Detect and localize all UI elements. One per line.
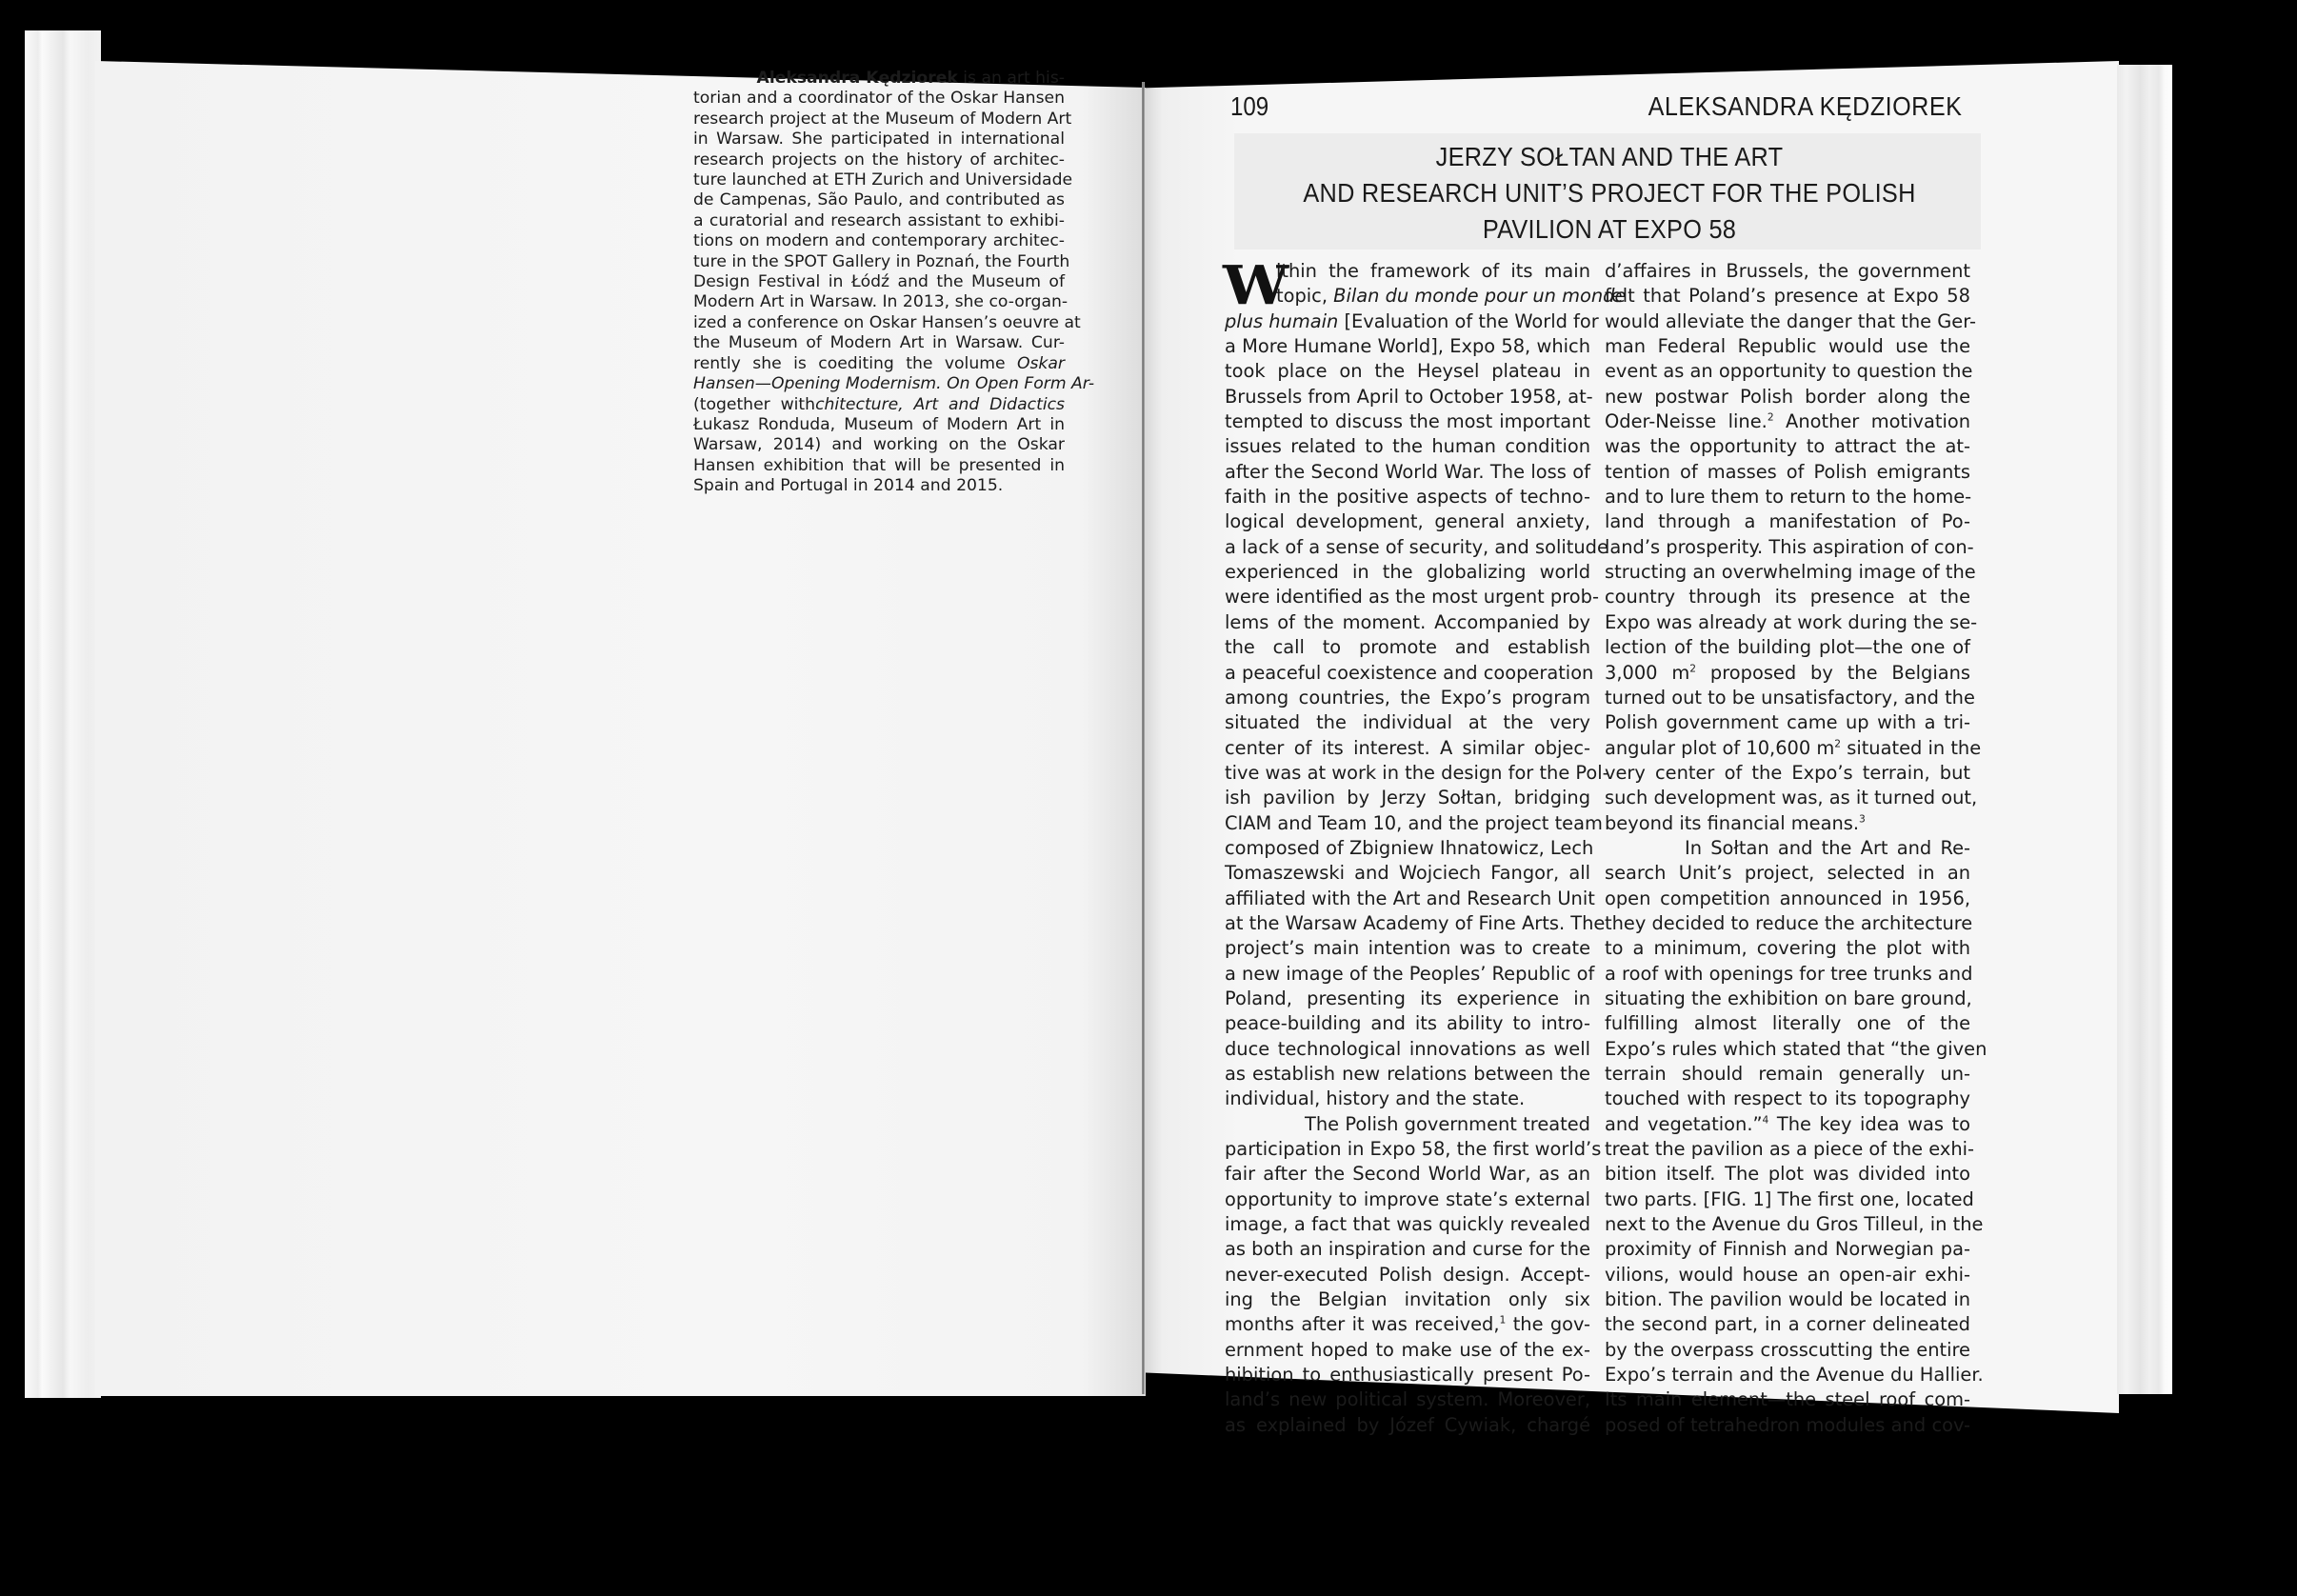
text-line: at the Warsaw Academy of Fine Arts. The bbox=[1225, 911, 1606, 934]
text-line: open competition announced in 1956, bbox=[1605, 887, 1970, 909]
text-line: land’s prosperity. This aspiration of con- bbox=[1605, 535, 1974, 558]
text-line: fair after the Second World War, as an bbox=[1225, 1163, 1590, 1186]
italic-text: plus humain bbox=[1225, 309, 1339, 332]
text-line: (together withchitecture, Art and Didactics bbox=[693, 394, 1065, 414]
text-line: to a minimum, covering the plot with bbox=[1605, 937, 1970, 960]
text-line: research project at the Museum of Modern Art bbox=[693, 109, 1072, 129]
text-line: and to lure them to return to the home- bbox=[1605, 486, 1972, 509]
text-line: turned out to be unsatisfactory, and the bbox=[1605, 686, 1975, 708]
body-column-right bbox=[1605, 259, 1987, 1438]
text-line: Tomaszewski and Wojciech Fangor, all bbox=[1225, 862, 1590, 885]
text-line: peace-building and its ability to intro- bbox=[1225, 1012, 1590, 1035]
text-line: tention of masses of Polish emigrants bbox=[1605, 460, 1970, 483]
text-line: opportunity to improve state’s external bbox=[1225, 1187, 1590, 1210]
text-line: Expo’s terrain and the Avenue du Hallier. bbox=[1605, 1364, 1984, 1387]
text-line: fulfilling almost literally one of the bbox=[1605, 1012, 1970, 1035]
text-line: land’s new political system. Moreover, bbox=[1225, 1388, 1590, 1411]
text-line: composed of Zbigniew Ihnatowicz, Lech bbox=[1225, 836, 1594, 859]
text-line: man Federal Republic would use the bbox=[1605, 335, 1970, 358]
text-line: very center of the Expo’s terrain, but bbox=[1605, 761, 1970, 784]
text-line: affiliated with the Art and Research Unit bbox=[1225, 887, 1595, 909]
text-line: torian and a coordinator of the Oskar Hansen bbox=[693, 89, 1065, 109]
title-line: PAVILION AT EXPO 58 bbox=[1482, 214, 1737, 244]
text-line: ernment hoped to make use of the ex- bbox=[1225, 1338, 1590, 1361]
text-line: Warsaw, 2014) and working on the Oskar bbox=[693, 435, 1065, 455]
author-bio bbox=[693, 69, 1095, 497]
text-line: such development was, as it turned out, bbox=[1605, 787, 1978, 809]
text-line: two parts. [FIG. 1] The first one, located bbox=[1605, 1187, 1974, 1210]
text-line: took place on the Heysel plateau in bbox=[1225, 360, 1590, 383]
text-line: participation in Expo 58, the first world’s bbox=[1225, 1138, 1602, 1161]
text-line: ish pavilion by Jerzy Sołtan, bridging bbox=[1225, 787, 1590, 809]
text-line: situated the individual at the very bbox=[1225, 711, 1590, 734]
footnote-ref: 3 bbox=[1859, 812, 1866, 826]
text-line: a new image of the Peoples’ Republic of bbox=[1225, 962, 1595, 985]
text-line: terrain should remain generally un- bbox=[1605, 1063, 1970, 1085]
text-line: situating the exhibition on bare ground, bbox=[1605, 987, 1972, 1009]
text-line: rently she is coediting the volume Oskar bbox=[693, 353, 1065, 373]
text-line: a curatorial and research assistant to exhibi- bbox=[693, 210, 1065, 230]
text-line: Expo’s rules which stated that “the given bbox=[1605, 1037, 1987, 1060]
text-line: Expo was already at work during the se- bbox=[1605, 610, 1978, 633]
text-line: the Museum of Modern Art in Warsaw. Cur- bbox=[693, 333, 1065, 353]
italic-text: Hansen—Opening Modernism. On Open Form Ar- bbox=[693, 374, 1095, 394]
text-line: new postwar Polish border along the bbox=[1605, 385, 1970, 408]
text-line: angular plot of 10,600 $m^2$ situated in the bbox=[1605, 736, 1982, 759]
text-line: felt that Poland’s presence at Expo 58 bbox=[1605, 285, 1970, 308]
text-line: ture in the SPOT Gallery in Poznań, the Fourth bbox=[693, 251, 1070, 271]
text-line: In Sołtan and the Art and Re- bbox=[1685, 836, 1970, 859]
text-line: project’s main intention was to create bbox=[1225, 937, 1590, 960]
text-line: a peaceful coexistence and cooperation bbox=[1225, 661, 1594, 684]
text-line: among countries, the Expo’s program bbox=[1225, 686, 1590, 708]
title-line: JERZY SOŁTAN AND THE ART bbox=[1435, 142, 1784, 171]
text-line: ithin the framework of its main bbox=[1276, 260, 1590, 282]
text-line: the second part, in a corner delineated bbox=[1605, 1313, 1970, 1336]
text-line: treat the pavilion as a piece of the exhi- bbox=[1605, 1138, 1975, 1161]
text-line: search Unit’s project, selected in an bbox=[1605, 862, 1970, 885]
left-page-edges bbox=[25, 30, 101, 1398]
text-line: they decided to reduce the architecture bbox=[1605, 911, 1973, 934]
text-line: tempted to discuss the most important bbox=[1225, 410, 1590, 433]
text-line: hibition to enthusiastically present Po- bbox=[1225, 1364, 1590, 1387]
book-gutter bbox=[1142, 82, 1145, 1394]
text-line: duce technological innovations as well bbox=[1225, 1037, 1590, 1060]
text-line: bition itself. The plot was divided into bbox=[1605, 1163, 1970, 1186]
body-column-left bbox=[1223, 254, 1627, 1438]
text-line: research projects on the history of architec- bbox=[693, 150, 1065, 170]
author-name: Aleksandra Kędziorek bbox=[756, 69, 958, 88]
text-line: 3,000 $m^2$ proposed by the Belgians bbox=[1605, 661, 1970, 684]
text-line: bition. The pavilion would be located in bbox=[1605, 1288, 1970, 1311]
text-line: vilions, would house an open-air exhi- bbox=[1605, 1263, 1970, 1286]
text-line: as establish new relations between the bbox=[1225, 1063, 1590, 1085]
text-line: issues related to the human condition bbox=[1225, 435, 1590, 458]
italic-text: chitecture, Art and Didactics bbox=[815, 394, 1065, 414]
text-line: posed of tetrahedron modules and cov- bbox=[1605, 1413, 1970, 1436]
text-line: in Warsaw. She participated in international bbox=[693, 130, 1065, 150]
text-line: country through its presence at the bbox=[1605, 586, 1970, 608]
text-line: months after it was received,$^1$ the gov- bbox=[1225, 1313, 1591, 1336]
text-line: faith in the positive aspects of techno- bbox=[1225, 486, 1590, 509]
text-line: individual, history and the state. bbox=[1225, 1087, 1526, 1110]
text-line bbox=[693, 374, 1095, 394]
text-line: a lack of a sense of security, and solitude bbox=[1225, 535, 1608, 558]
text-line: beyond its financial means.$^3$ bbox=[1605, 811, 1866, 834]
text-line: image, a fact that was quickly revealed bbox=[1225, 1213, 1590, 1236]
footnote-ref: 2 bbox=[1689, 662, 1697, 675]
text-line: ing the Belgian invitation only six bbox=[1225, 1288, 1590, 1311]
title-line: AND RESEARCH UNIT’S PROJECT FOR THE POLISH bbox=[1303, 178, 1916, 208]
text-line: Design Festival in Łódź and the Museum of bbox=[693, 272, 1065, 292]
text-line: Brussels from April to October 1958, at- bbox=[1225, 385, 1593, 408]
text-line: center of its interest. A similar objec- bbox=[1225, 736, 1590, 759]
right-page-edges bbox=[2117, 65, 2172, 1394]
text-line: plus humain [Evaluation of the World for bbox=[1225, 309, 1599, 332]
text-line: logical development, general anxiety, bbox=[1225, 510, 1590, 533]
text-line: as explained by Józef Cywiak, chargé bbox=[1225, 1413, 1590, 1436]
text-line: Modern Art in Warsaw. In 2013, she co-organ- bbox=[693, 292, 1069, 312]
text-line: de Campenas, São Paulo, and contributed as bbox=[693, 190, 1065, 210]
text-line: tive was at work in the design for the Pol- bbox=[1225, 761, 1609, 784]
text-line: a More Humane World], Expo 58, which bbox=[1225, 335, 1590, 358]
text-line: Poland, presenting its experience in bbox=[1225, 987, 1590, 1009]
text-line: Oder-Neisse line.$^2$ Another motivation bbox=[1605, 410, 1970, 433]
page-number: 109 bbox=[1230, 91, 1269, 121]
text-line: by the overpass crosscutting the entire bbox=[1605, 1338, 1970, 1361]
text-line: topic, Bilan du monde pour un monde bbox=[1276, 285, 1627, 308]
text-line: Its main element—the steel roof com- bbox=[1605, 1388, 1970, 1411]
text-line: was the opportunity to attract the at- bbox=[1605, 435, 1970, 458]
footnote-ref: 1 bbox=[1499, 1313, 1507, 1327]
text-line: proximity of Finnish and Norwegian pa- bbox=[1605, 1238, 1970, 1261]
text-line: lems of the moment. Accompanied by bbox=[1225, 610, 1590, 633]
footnote-ref: 2 bbox=[1834, 737, 1842, 750]
text-line: Łukasz Ronduda, Museum of Modern Art in bbox=[693, 414, 1065, 434]
text-line: land through a manifestation of Po- bbox=[1605, 510, 1970, 533]
text-line: next to the Avenue du Gros Tilleul, in the bbox=[1605, 1213, 1984, 1236]
text-line: ized a conference on Oskar Hansen’s oeuvre at bbox=[693, 312, 1081, 332]
text-line: experienced in the globalizing world bbox=[1225, 561, 1590, 584]
running-head-author: ALEKSANDRA KĘDZIOREK bbox=[1648, 91, 1962, 121]
article-title bbox=[1228, 139, 1990, 248]
text-line: never-executed Polish design. Accept- bbox=[1225, 1263, 1590, 1286]
text-line: ture launched at ETH Zurich and Universidade bbox=[693, 170, 1073, 190]
text-line: event as an opportunity to question the bbox=[1605, 360, 1973, 383]
text-line: structing an overwhelming image of the bbox=[1605, 561, 1976, 584]
text-line: d’affaires in Brussels, the government bbox=[1605, 260, 1970, 282]
text-line: after the Second World War. The loss of bbox=[1225, 460, 1590, 483]
text-line: CIAM and Team 10, and the project team bbox=[1225, 811, 1603, 834]
text-line: were identified as the most urgent prob- bbox=[1225, 586, 1599, 608]
text-line: would alleviate the danger that the Ger- bbox=[1605, 309, 1976, 332]
text-line: lection of the building plot—the one of bbox=[1605, 636, 1970, 659]
text-line: as both an inspiration and curse for the bbox=[1225, 1238, 1590, 1261]
footnote-ref: 2 bbox=[1767, 410, 1774, 424]
text-line: tions on modern and contemporary architec- bbox=[693, 231, 1065, 251]
text-line: the call to promote and establish bbox=[1225, 636, 1590, 659]
italic-text: Bilan du monde pour un monde bbox=[1333, 285, 1627, 308]
text-line: Polish government came up with a tri- bbox=[1605, 711, 1970, 734]
text-line: and vegetation.”$^4$ The key idea was to bbox=[1605, 1112, 1970, 1135]
text-line: Hansen exhibition that will be presented in bbox=[693, 455, 1065, 475]
text-line: touched with respect to its topography bbox=[1605, 1087, 1970, 1110]
footnote-ref: 4 bbox=[1762, 1113, 1769, 1127]
text-line: The Polish government treated bbox=[1305, 1112, 1590, 1135]
drop-cap: W bbox=[1223, 254, 1289, 317]
text-line: a roof with openings for tree trunks and bbox=[1605, 962, 1973, 985]
text-line: Aleksandra Kędziorek is an art his- bbox=[756, 69, 1065, 88]
text-line: Spain and Portugal in 2014 and 2015. bbox=[693, 476, 1004, 496]
italic-text: Oskar bbox=[1016, 353, 1065, 373]
